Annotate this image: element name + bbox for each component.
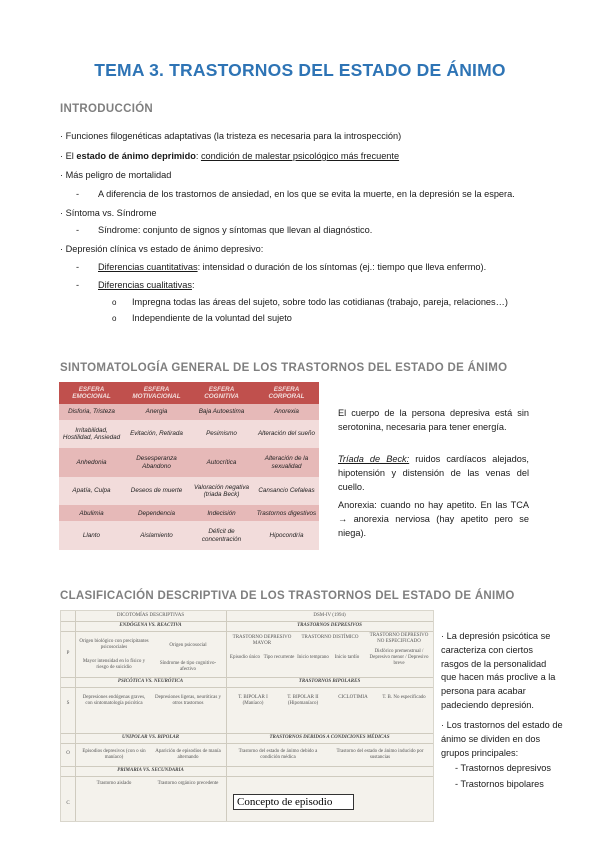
table-cell: Dependencia [124, 505, 189, 521]
table-cell: Alteración del sueño [254, 420, 319, 449]
intro-bullet-2-c: : [195, 151, 201, 161]
quantitative-differences-text: : intensidad o duración de los síntomas (ej.: tiempo que lleva enfermo). [197, 262, 487, 272]
table-cell: Anorexia [254, 404, 319, 420]
unip-cell: Episodios depresivos (con o sin maníaco) [82, 749, 146, 760]
intro-bullet-1 [60, 130, 401, 142]
psicotica-header: PSICÓTICA VS. NEURÓTICA [117, 679, 184, 684]
serotonin-paragraph: El cuerpo de la persona depresiva está sin serotonina, necesaria para tener energía. [338, 408, 529, 432]
margin-letter: C [66, 801, 70, 806]
table-cell: Alteración de la sexualidad [254, 448, 319, 477]
primaria-header: PRIMARIA VS. SECUNDARIA [117, 768, 184, 773]
dash: - [76, 262, 80, 272]
table-cell: Trastornos digestivos [254, 505, 319, 521]
table-cell: Apatía, Culpa [59, 477, 124, 506]
dep-cell: Inicio temprano [297, 655, 329, 660]
classification-bullet-2 [441, 719, 563, 760]
intro-bullet-3-text: Más peligro de mortalidad [65, 170, 172, 180]
classification-sub-1 [455, 762, 551, 776]
page-title: TEMA 3. TRASTORNOS DEL ESTADO DE ÁNIMO [94, 60, 506, 80]
intro-bullet-5 [60, 243, 263, 255]
endo-cell: Mayor intensidad en lo físico y riesgo de suicidio [82, 659, 146, 670]
classification-bullet-1 [441, 630, 563, 713]
psic-cell: Depresiones endógenas graves, con sintomatología psicótica [82, 695, 146, 706]
med-cell: Trastorno del estado de ánimo debido a condición médica [238, 749, 318, 760]
dash: - [76, 225, 80, 235]
bullet-dot: · [60, 151, 64, 161]
qualitative-colon: : [191, 280, 195, 290]
table-cell: Pesimismo [189, 420, 254, 449]
table-row [59, 505, 319, 521]
dicotomias-header: DICOTOMÍAS DESCRIPTIVAS [116, 613, 185, 618]
bip-cell: CICLOTIMIA [338, 695, 368, 700]
bip-cell: T. BIPOLAR I (Maníaco) [238, 695, 268, 706]
margin-letter: S [66, 701, 70, 706]
med-cell: Trastorno del estado de ánimo inducido por sustancias [336, 749, 424, 760]
table-cell: Autocrítica [189, 448, 254, 477]
intro-bullet-4 [60, 207, 157, 219]
table-header: ESFERA CORPORAL [254, 382, 319, 404]
table-cell: Deseos de muerte [124, 477, 189, 506]
dash: - [76, 189, 80, 199]
intro-circle-1 [112, 296, 508, 309]
dash: - [455, 763, 459, 773]
endogena-header: ENDÓGENA VS. REACTIVA [119, 623, 182, 628]
intro-bullet-3 [60, 169, 171, 181]
bullet-dot: · [60, 131, 64, 141]
dep-cell: Episodio único [229, 655, 261, 660]
intro-bullet-4-sub-text: Síndrome: conjunto de signos y síntomas que llevan al diagnóstico. [98, 225, 373, 235]
dash: - [76, 280, 80, 290]
bullet-dot: · [60, 244, 64, 254]
bip-cell: T. BIPOLAR II (Hipomaníaco) [287, 695, 319, 706]
anorexia-paragraph: Anorexia: cuando no hay apetito. En las TCA → anorexia nerviosa (hay apetito pero se niega). [338, 500, 529, 538]
intro-bullet-2-a: El [65, 151, 77, 161]
table-cell: Anergia [124, 404, 189, 420]
table-row [59, 420, 319, 449]
qualitative-differences: Diferencias cualitativas [98, 280, 192, 290]
classification-sub-1-text: Trastornos depresivos [460, 763, 552, 773]
intro-bullet-2 [60, 150, 399, 162]
table-row [59, 477, 319, 506]
table-row [59, 448, 319, 477]
intro-bullet-3-sub [76, 188, 515, 200]
intro-bullet-5-sub-1 [76, 261, 486, 273]
dep-cell: Disfórico premenstrual / Depresivo menor / Depresivo breve [369, 649, 429, 666]
symptoms-table [59, 382, 319, 550]
classification-sub-2-text: Trastornos bipolares [460, 779, 544, 789]
beck-triad-text: ruidos cardíacos alejados, hipotensión y distensión de las venas del cuello. [338, 454, 529, 492]
prim-cell: Trastorno aislado [96, 781, 132, 786]
intro-circle-2-text: Independiente de la voluntad del sujeto [132, 313, 292, 323]
intro-bullet-2-b: estado de ánimo deprimido [76, 151, 196, 161]
table-header: ESFERA MOTIVACIONAL [124, 382, 189, 404]
symptoms-heading: SINTOMATOLOGÍA GENERAL DE LOS TRASTORNOS DEL ESTADO DE ÁNIMO [60, 362, 508, 374]
psic-cell: Depresiones ligeras, neuróticas y otros trastornos [154, 695, 222, 706]
table-cell: Cansancio Cefaleas [254, 477, 319, 506]
intro-bullet-2-d: condición de malestar psicológico más frecuente [200, 151, 400, 161]
classification-sub-2 [455, 778, 544, 792]
bullet-dot: · [60, 208, 64, 218]
dep-cell: Tipo recurrente [263, 655, 295, 660]
table-cell: Déficit de concentración [189, 521, 254, 550]
table-cell: Disforia, Tristeza [59, 404, 124, 420]
table-cell: Abulimia [59, 505, 124, 521]
bullet-dot: · [441, 631, 445, 641]
beck-triad-term: Tríada de Beck: [338, 454, 410, 464]
table-header-row [59, 382, 319, 404]
medicas-header: TRASTORNOS DEBIDOS A CONDICIONES MÉDICAS [269, 735, 390, 740]
margin-letter: O [66, 751, 70, 756]
dep-cell: Inicio tardío [334, 655, 360, 660]
table-cell: Evitación, Retirada [124, 420, 189, 449]
endo-cell: Origen psicosocial [169, 643, 207, 648]
intro-bullet-4-text: Síntoma vs. Síndrome [65, 208, 157, 218]
table-cell: Llanto [59, 521, 124, 550]
intro-bullet-1-text: Funciones filogenéticas adaptativas (la tristeza es necesaria para la introspección) [65, 131, 402, 141]
dep-cell: TRASTORNO DEPRESIVO NO ESPECIFICADO [369, 633, 429, 644]
table-header: ESFERA EMOCIONAL [59, 382, 124, 404]
table-header: ESFERA COGNITIVA [189, 382, 254, 404]
classification-bullet-2-text: Los trastornos del estado de ánimo se dividen en dos grupos principales: [441, 720, 563, 758]
margin-letter: P [66, 651, 70, 656]
circle-bullet: o [112, 314, 117, 323]
endo-cell: Origen biológico con precipitantes psicosociales [79, 639, 149, 650]
intro-bullet-3-sub-text: A diferencia de los trastornos de ansiedad, en los que se evita la muerte, en la depresión se la espera. [98, 189, 515, 199]
bullet-dot: · [441, 720, 445, 730]
table-cell: Valoración negativa (triada Beck) [189, 477, 254, 506]
intro-bullet-4-sub [76, 224, 372, 236]
depresivos-header: TRASTORNOS DEPRESIVOS [297, 623, 362, 628]
table-cell: Hipocondría [254, 521, 319, 550]
table-cell: Anhedonia [59, 448, 124, 477]
table-cell: Baja Autoestima [189, 404, 254, 420]
endo-cell: Síndrome de tipo cognitivo-afectivo [159, 661, 217, 672]
intro-circle-2 [112, 312, 292, 325]
classification-heading: CLASIFICACIÓN DESCRIPTIVA DE LOS TRASTORNOS DEL ESTADO DE ÁNIMO [60, 590, 515, 602]
bipolares-header: TRASTORNOS BIPOLARES [298, 679, 361, 684]
intro-bullet-5-sub-2 [76, 279, 195, 291]
intro-heading: INTRODUCCIÓN [60, 103, 154, 115]
circle-bullet: o [112, 298, 117, 307]
prim-cell: Trastorno orgánico precedente [157, 781, 219, 786]
unip-cell: Aparición de episodios de manía alternando [155, 749, 221, 760]
classification-bullet-1-text: La depresión psicótica se caracteriza con ciertos rasgos de la personalidad que hacen más proclive a la persona para acabar padeciendo depresión. [441, 631, 556, 710]
bullet-dot: · [60, 170, 64, 180]
quantitative-differences: Diferencias cuantitativas [98, 262, 198, 272]
unipolar-header: UNIPOLAR VS. BIPOLAR [121, 735, 180, 740]
table-row [59, 521, 319, 550]
dep-cell: TRASTORNO DEPRESIVO MAYOR [232, 635, 292, 646]
dash: - [455, 779, 459, 789]
intro-circle-1-text: Impregna todas las áreas del sujeto, sobre todo las cotidianas (trabajo, pareja, relaciones…) [132, 297, 508, 307]
beck-paragraph [338, 452, 529, 494]
dsm-header: DSM-IV (1994) [313, 613, 346, 618]
concepto-episodio-label: Concepto de episodio [233, 794, 354, 810]
table-cell: Aislamiento [124, 521, 189, 550]
intro-bullet-5-text: Depresión clínica vs estado de ánimo depresivo: [65, 244, 264, 254]
table-cell: Indecisión [189, 505, 254, 521]
table-row [59, 404, 319, 420]
table-cell: Desesperanza Abandono [124, 448, 189, 477]
bip-cell: T. B. No especificado [382, 695, 426, 700]
dep-cell: TRASTORNO DISTÍMICO [301, 635, 359, 640]
table-cell: Irritabilidad, Hostilidad, Ansiedad [59, 420, 124, 449]
classification-diagram-image [60, 610, 434, 822]
